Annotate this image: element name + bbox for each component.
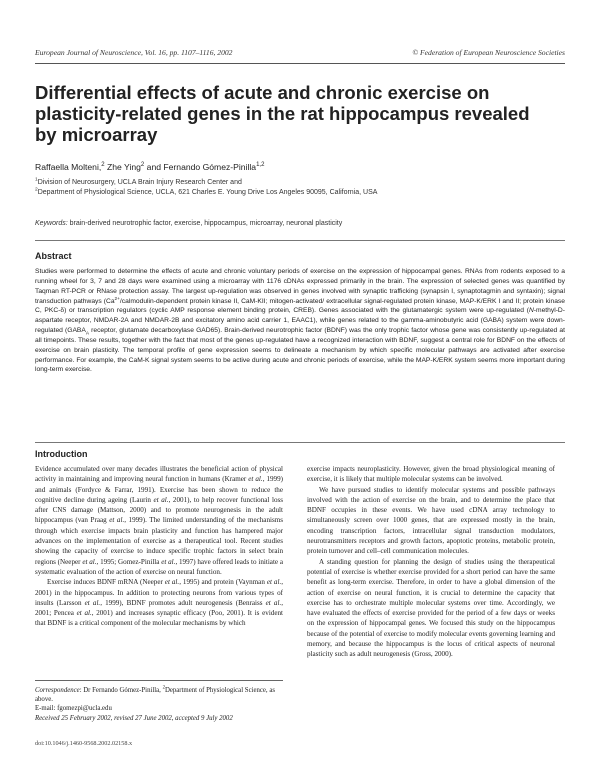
- article-title: Differential effects of acute and chronic exercise on plasticity-related genes in the rat hippocampus revealed by microarray: [35, 82, 530, 145]
- author-name: Raffaella Molteni,: [35, 162, 102, 172]
- paragraph: A standing question for planning the design of studies using the therapeutical potential of exercise is whether exercise provided for a short period can have the same benefit as long-term exercise. Therefore, in order to have a global dimension of the action of exercise on neural function, it is crucial to determine the capacity that exercise has to orchestrate multiple molecular systems over time. Accordingly, we have evaluated the effects of exercise provided for the period of a few days or weeks on the expression of hippocampal genes. We focused this study on the hippocampus because of the potential of exercise to modify molecular events governing learning and memory, and because the hippocampus is the locus of critical aspects of neuronal plasticity such as adult neurogenesis (Gross, 2000).: [307, 557, 555, 659]
- journal-citation: European Journal of Neuroscience, Vol. 16, pp. 1107–1116, 2002: [35, 48, 233, 57]
- header-divider: [35, 63, 565, 64]
- abstract-heading: Abstract: [35, 251, 72, 261]
- doi: doi:10.1046/j.1460-9568.2002.02158.x: [35, 740, 133, 747]
- author-affiliation-mark: 1,2: [256, 162, 265, 169]
- introduction-heading: Introduction: [35, 449, 88, 459]
- abstract-divider: [35, 240, 565, 241]
- author-affiliation-mark: 2: [140, 162, 145, 169]
- paragraph: Exercise induces BDNF mRNA (Neeper et al., 1995) and protein (Vaynman et al., 2001) in the hippocampus. In addition to protecting neurons from various types of insults (Larsson et al., 1999), BDNF promotes adult neurogenesis (Benraiss et al., 2001; Pencea et al., 2001) and increases synaptic efficacy (Poo, 2001). It is evident that BDNF is a critical component of the molecular mechanisms by which: [35, 578, 284, 628]
- intro-divider: [35, 442, 565, 443]
- keywords-text: brain-derived neurotrophic factor, exercise, hippocampus, microarray, neuronal plasticity: [67, 220, 343, 227]
- running-header: [35, 48, 565, 62]
- abstract-text: Studies were performed to determine the effects of acute and chronic voluntary periods of exercise on the expression of hippocampal genes. RNAs from rodents exposed to a running wheel for 3, 7 and 28 days were examined using a microarray with 1176 cDNAs expressed primarily in the brain. The expression of selected genes was quantified by Taqman RT-PCR or RNase protection assay. The largest up-regulation was observed in genes involved with synaptic trafficking (synapsin I, synaptotagmin and syntaxin); signal transduction pathways ($Ca^{2+}/calmodulin$-dependent protein kinase II, CaM-KII; mitogen-activated/ extracellular signal-regulated protein kinase, MAP-K/ERK I and II; protein kinase C, PKC-δ) or transcription regulators (cyclic AMP response element binding protein, CREB). Genes associated with the glutamatergic system were up-regulated (N-methyl-D-aspartate receptor, NMDAR-2A and NMDAR-2B and excitatory amino acid carrier 1, EAAC1), while genes related to the gamma-aminobutyric acid (GABA) system were down-regulated ($GABA_A$ receptor, glutamate decarboxylase GAD65). Brain-derived neurotrophic factor (BDNF) was the only trophic factor whose gene was consistently up-regulated at all timepoints. These results, together with the fact that most of the genes up-regulated have a recognized interaction with BDNF, suggest a central role for BDNF on the effects of exercise on brain plasticity. The temporal profile of gene expression seems to delineate a mechanism by which specific molecular pathways are activated after exercise performance. For example, the CaM-K signal system seems to be active during acute and chronic periods of exercise, while the MAP-K/ERK system seems more important during long-term exercise.: [35, 268, 565, 374]
- affiliation-2: $^2$Department of Physiological Science, UCLA, 621 Charles E. Young Drive Los Angeles 90095, California, USA: [35, 187, 378, 196]
- body-column-right: [307, 464, 555, 660]
- affiliation-1: $^1$Division of Neurosurgery, UCLA Brain Injury Research Center and: [35, 177, 242, 186]
- paragraph: Evidence accumulated over many decades illustrates the beneficial action of physical activity in maintaining and improving neural function in humans (Kramer et al., 1999) and animals (Fordyce & Farrar, 1991). Exercise has been shown to reduce the cognitive decline during ageing (Laurin et al., 2001), to help recover functional loss after CNS damage (Mattson, 2000) and to promote neurogenesis in the adult hippocampus (van Praag et al., 1999). The limited understanding of the mechanisms through which exercise impacts brain plasticity and function has hampered major advances on the implementation of exercise as a therapeutical tool. Recent studies showing the capacity of exercise to induce specific trophic factors in select brain regions (Neeper et al., 1995; Gomez-Pinilla et al., 1997) have offered leads to initiate a systematic evaluation of the action of exercise on neural function.: [35, 465, 284, 576]
- keywords: [35, 220, 342, 227]
- received-dates: Received 25 February 2002, revised 27 June 2002, accepted 9 July 2002: [35, 715, 233, 722]
- keywords-label: Keywords:: [35, 220, 68, 227]
- author-affiliation-mark: 2: [101, 162, 105, 169]
- author-list: [35, 162, 264, 172]
- email-address: E-mail: fgomezpi@ucla.edu: [35, 705, 112, 713]
- author-name: Zhe Ying: [104, 162, 141, 172]
- paragraph: We have pursued studies to identify molecular systems and possible pathways involved with the action of exercise on the brain, and to determine the place that BDNF occupies in these events. We have used cDNA array technology to simultaneously screen over 1000 genes, that are expressed mostly in the brain, encoding transcription factors, intracellular signal transduction modulators, neurotransmitters receptors and growth factors, apoptotic proteins, metabolic protein, protein turnover and cell–cell communication molecules.: [307, 485, 555, 556]
- author-name: and Fernando Gómez-Pinilla: [144, 162, 257, 172]
- body-column-left: [35, 464, 283, 629]
- copyright-notice: © Federation of European Neuroscience Societies: [412, 48, 565, 57]
- correspondence-footnote: Correspondence: Dr Fernando Gómez-Pinilla, $^2$Department of Physiological Science, as above. E-mail: fgomezpi@ucla.edu: [35, 685, 275, 713]
- paragraph: exercise impacts neuroplasticity. However, given the broad physiological meaning of exercise, it is likely that multiple molecular systems can be involved.: [307, 465, 555, 484]
- footnote-divider: [35, 680, 283, 681]
